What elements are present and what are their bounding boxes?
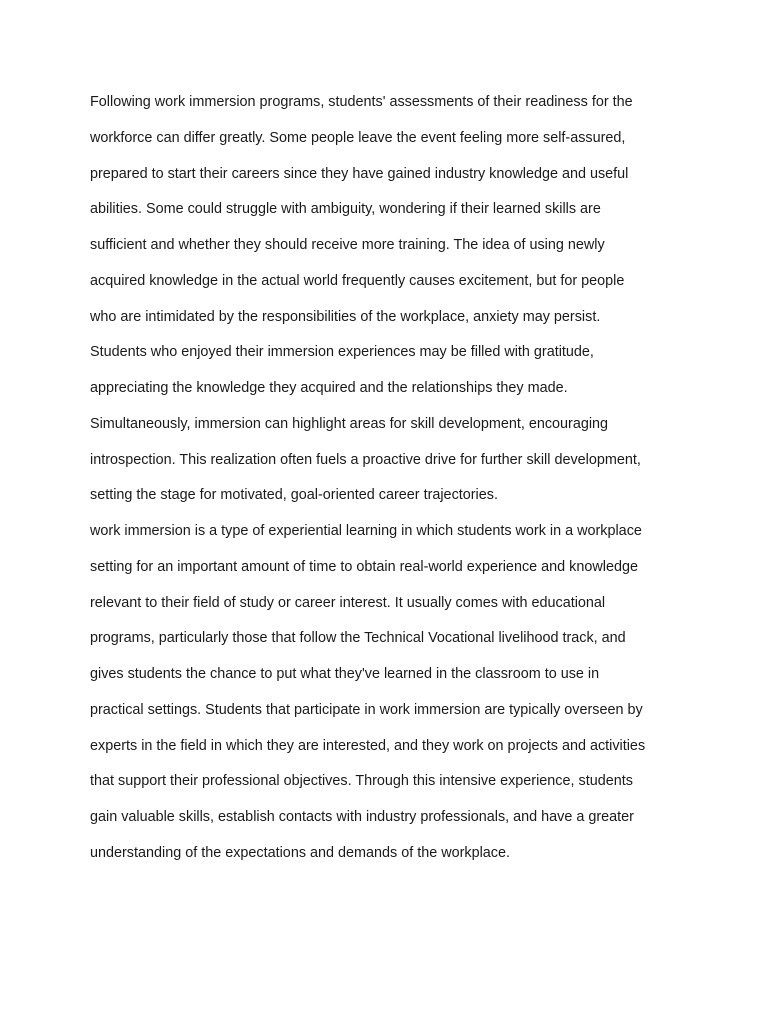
text-line: programs, particularly those that follow the Technical Vocational livelihood track, and <box>90 630 626 647</box>
text-line: understanding of the expectations and demands of the workplace. <box>90 844 511 861</box>
text-line: abilities. Some could struggle with ambiguity, wondering if their learned skills are <box>90 201 601 218</box>
text-line: workforce can differ greatly. Some people leave the event feeling more self-assured, <box>90 129 626 146</box>
text-line: Simultaneously, immersion can highlight areas for skill development, encouraging <box>90 415 609 432</box>
text-line: introspection. This realization often fuels a proactive drive for further skill development, <box>90 451 641 468</box>
text-line: experts in the field in which they are interested, and they work on projects and activities <box>90 737 646 754</box>
text-line: gives students the chance to put what they've learned in the classroom to use in <box>90 666 600 682</box>
text-line: who are intimidated by the responsibilities of the workplace, anxiety may persist. <box>90 308 601 325</box>
text-line: that support their professional objectives. Through this intensive experience, students <box>90 773 633 790</box>
text-line: setting the stage for motivated, goal-oriented career trajectories. <box>90 487 498 504</box>
document-body <box>90 90 690 877</box>
text-line: appreciating the knowledge they acquired and the relationships they made. <box>90 380 568 396</box>
text-line: Students who enjoyed their immersion experiences may be filled with gratitude, <box>90 344 594 361</box>
text-line: relevant to their field of study or career interest. It usually comes with educational <box>90 594 606 611</box>
text-line: practical settings. Students that participate in work immersion are typically overseen by <box>90 701 643 718</box>
text-line: work immersion is a type of experiential learning in which students work in a workplace <box>90 523 642 539</box>
text-line: gain valuable skills, establish contacts with industry professionals, and have a greater <box>90 809 634 825</box>
text-line: prepared to start their careers since they have gained industry knowledge and useful <box>90 165 629 182</box>
text-line: Following work immersion programs, students' assessments of their readiness for the <box>90 94 633 110</box>
text-line: acquired knowledge in the actual world frequently causes excitement, but for people <box>90 272 625 289</box>
text-line: sufficient and whether they should receive more training. The idea of using newly <box>90 237 605 253</box>
text-line: setting for an important amount of time to obtain real-world experience and knowledge <box>90 558 638 575</box>
